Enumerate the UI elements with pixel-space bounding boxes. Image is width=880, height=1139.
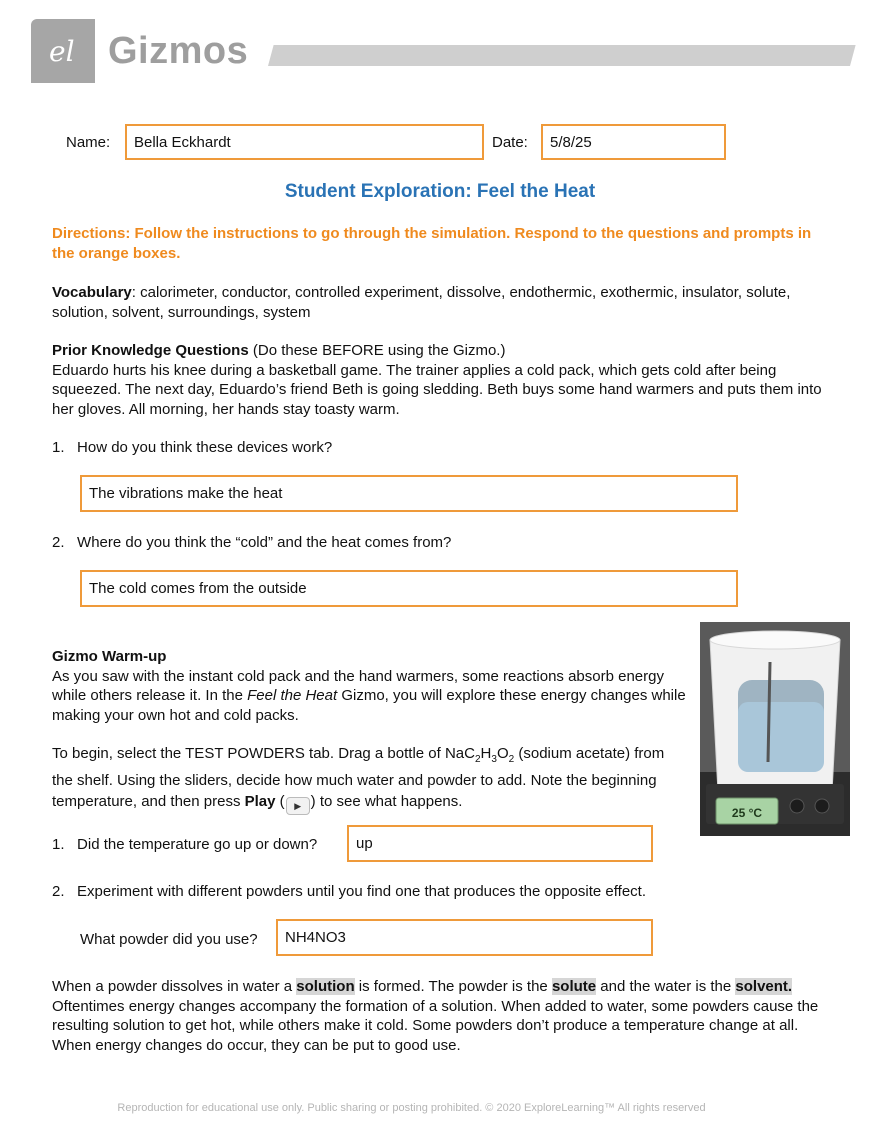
term-solvent: solvent. [735, 978, 793, 995]
pk-q1-text: How do you think these devices work? [77, 439, 333, 456]
pk-q1-number: 1. [52, 439, 65, 456]
warmup-question-2: 2. Experiment with different powders until you find one that produces the opposite effect. [52, 883, 646, 900]
pk-answer-1-field[interactable] [80, 475, 738, 512]
name-value: Bella Eckhardt [134, 133, 231, 151]
name-field[interactable] [125, 124, 484, 160]
pk-q2-number: 2. [52, 534, 65, 551]
solution-paragraph: When a powder dissolves in water a solution is formed. The powder is the solute and the water is the solvent. Oftentimes energy changes accompany the formation of a solution. When added to water, some powders cause the resulting solution to get hot, while others make it cold. Some powders don’t produce a temperature change at all. When energy changes do occur, they can be put to good use. [52, 978, 819, 1054]
pk-question-2 [52, 534, 451, 551]
prior-knowledge-note: (Do these BEFORE using the Gizmo.) [248, 342, 506, 359]
pk-question-1 [52, 439, 332, 456]
warmup-answer-2-field[interactable] [276, 919, 653, 956]
vocabulary [52, 283, 832, 322]
name-label: Name: [66, 134, 111, 151]
header-bar [268, 45, 856, 66]
warmup-answer-1: up [356, 835, 373, 852]
vocabulary-label: Vocabulary [52, 284, 132, 301]
warmup-answer-2: NH4NO3 [285, 929, 346, 946]
date-field[interactable] [541, 124, 726, 160]
directions: Directions: Follow the instructions to go through the simulation. Respond to the questions and prompts in the orange boxes. [52, 225, 812, 262]
warmup-answer-1-field[interactable] [347, 825, 653, 862]
prior-knowledge [52, 341, 832, 419]
gizmo-title: Feel the Heat [247, 687, 338, 704]
pk-answer-2-field[interactable] [80, 570, 738, 607]
logo-glyph: el [49, 35, 75, 68]
explorelearning-logo-icon [31, 19, 95, 83]
warmup-instructions: To begin, select the TEST POWDERS tab. Drag a bottle of $NaC_2H_3O_2$ (sodium acetate) from the shelf. Using the sliders, decide how much water and powder to add. Note the beginning temperature, and then press Play ( ▶ ) to see what happens. [52, 743, 687, 815]
date-value: 5/8/25 [550, 133, 592, 151]
pk-q2-text: Where do you think the “cold” and the heat comes from? [77, 534, 452, 551]
warmup-heading: Gizmo Warm-up [52, 648, 167, 665]
warmup-q2-sublabel: What powder did you use? [80, 931, 258, 948]
footer-copyright: Reproduction for educational use only. Public sharing or posting prohibited. © 2020 ExploreLearning™ All rights reserved [117, 1102, 706, 1114]
play-label: Play [244, 793, 276, 810]
brand-name: Gizmos [108, 30, 249, 72]
pk-answer-2: The cold comes from the outside [89, 580, 307, 597]
calorimeter-image [700, 622, 850, 836]
prior-knowledge-heading: Prior Knowledge Questions [52, 342, 249, 359]
page-title: Student Exploration: Feel the Heat [284, 181, 596, 202]
pk-answer-1: The vibrations make the heat [89, 485, 283, 502]
play-icon: ▶ [286, 797, 310, 815]
date-label: Date: [492, 134, 528, 151]
vocabulary-text: : calorimeter, conductor, controlled experiment, dissolve, endothermic, exothermic, insulator, solute, solution, solvent, surroundings, system [52, 284, 791, 321]
temperature-display: 25 °C [731, 806, 763, 820]
term-solution: solution [296, 978, 355, 995]
warmup-intro: Gizmo Warm-up As you saw with the instant cold pack and the hand warmers, some reactions absorb energy while others release it. In the Feel the Heat Gizmo, you will explore these energy changes while making your own hot and cold packs. [52, 648, 686, 724]
term-solute: solute [551, 978, 597, 995]
warmup-question-1: 1. Did the temperature go up or down? [52, 836, 318, 853]
prior-knowledge-text: Eduardo hurts his knee during a basketball game. The trainer applies a cold pack, which gets cold after being squeezed. The next day, Eduardo’s friend Beth is going sledding. Beth buys some hand warmers and puts them into her gloves. All morning, her hands stay toasty warm. [52, 361, 822, 418]
